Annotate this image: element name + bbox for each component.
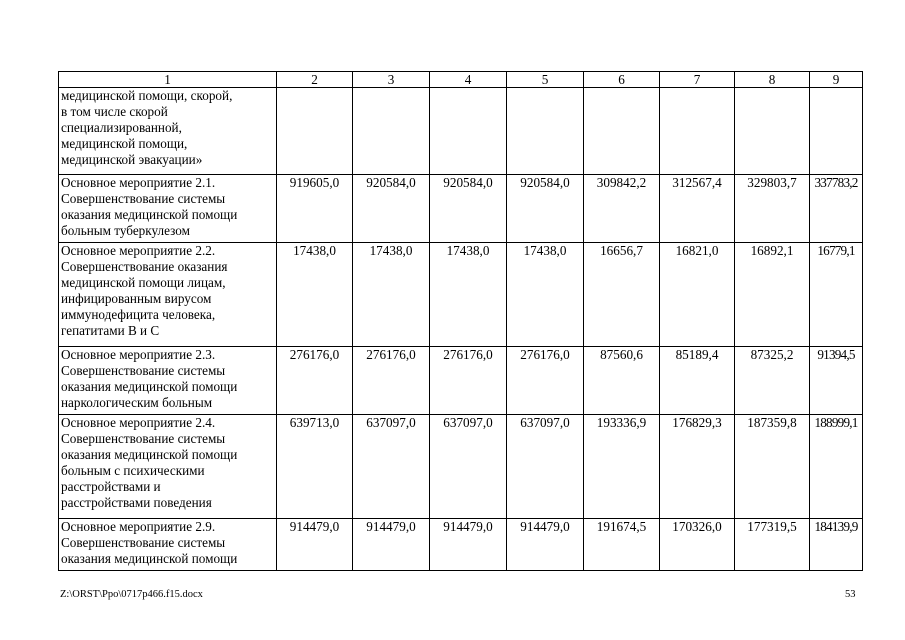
value-cell-col-7: 85189,4: [660, 347, 735, 415]
value-cell-col-6: 309842,2: [584, 175, 660, 243]
value-cell-col-5: 920584,0: [507, 175, 584, 243]
row-description: [59, 415, 277, 519]
table-row: [59, 88, 863, 175]
table-row: [59, 243, 863, 347]
value-cell-col-9: 188999,1: [810, 415, 863, 519]
description-line: медицинской эвакуации»: [61, 152, 203, 167]
header-cell-col-1: 1: [59, 72, 277, 88]
description-line: Основное мероприятие 2.3.: [61, 347, 216, 362]
header-cell-col-3: 3: [353, 72, 430, 88]
value-cell-col-8: 329803,7: [735, 175, 810, 243]
header-cell-col-4: 4: [430, 72, 507, 88]
description-line: больным с психическими: [61, 463, 205, 478]
header-cell-col-7: 7: [660, 72, 735, 88]
value-cell-col-6: [584, 88, 660, 175]
description-line: больным туберкулезом: [61, 223, 190, 238]
value-cell-col-3: 637097,0: [353, 415, 430, 519]
value-cell-col-4: [430, 88, 507, 175]
value-cell-col-7: [660, 88, 735, 175]
value-cell-col-3: 920584,0: [353, 175, 430, 243]
header-cell-col-9: 9: [810, 72, 863, 88]
table-row: [59, 175, 863, 243]
description-line: Основное мероприятие 2.1.: [61, 175, 216, 190]
description-line: Совершенствование оказания: [61, 259, 228, 274]
value-cell-col-4: 920584,0: [430, 175, 507, 243]
table-row: [59, 347, 863, 415]
value-cell-col-7: 312567,4: [660, 175, 735, 243]
description-line: медицинской помощи,: [61, 136, 188, 151]
value-cell-col-2: 919605,0: [277, 175, 353, 243]
value-cell-col-6: 16656,7: [584, 243, 660, 347]
header-cell-col-2: 2: [277, 72, 353, 88]
value-cell-col-8: 177319,5: [735, 519, 810, 571]
value-cell-col-5: 17438,0: [507, 243, 584, 347]
value-cell-col-7: 176829,3: [660, 415, 735, 519]
description-line: расстройствами поведения: [61, 495, 212, 510]
value-cell-col-9: [810, 88, 863, 175]
table-row: [59, 519, 863, 571]
row-description: [59, 519, 277, 571]
footer-file-path: Z:\ORST\Ppo\0717p466.f15.docx: [60, 589, 203, 600]
description-line: специализированной,: [61, 120, 182, 135]
value-cell-col-5: [507, 88, 584, 175]
description-line: медицинской помощи лицам,: [61, 275, 226, 290]
value-cell-col-3: 17438,0: [353, 243, 430, 347]
row-description: [59, 175, 277, 243]
description-line: в том числе скорой: [61, 104, 168, 119]
header-cell-col-8: 8: [735, 72, 810, 88]
table-header-row: [59, 72, 863, 88]
value-cell-col-3: 276176,0: [353, 347, 430, 415]
value-cell-col-6: 193336,9: [584, 415, 660, 519]
value-cell-col-8: 187359,8: [735, 415, 810, 519]
table-body: [59, 72, 863, 571]
value-cell-col-4: 914479,0: [430, 519, 507, 571]
value-cell-col-9: 16779,1: [810, 243, 863, 347]
value-cell-col-8: [735, 88, 810, 175]
header-cell-col-6: 6: [584, 72, 660, 88]
value-cell-col-3: 914479,0: [353, 519, 430, 571]
value-cell-col-2: [277, 88, 353, 175]
value-cell-col-5: 914479,0: [507, 519, 584, 571]
description-line: Основное мероприятие 2.2.: [61, 243, 216, 258]
value-cell-col-2: 914479,0: [277, 519, 353, 571]
value-cell-col-2: 17438,0: [277, 243, 353, 347]
value-cell-col-9: 337783,2: [810, 175, 863, 243]
value-cell-col-2: 276176,0: [277, 347, 353, 415]
description-line: расстройствами и: [61, 479, 161, 494]
description-line: гепатитами В и С: [61, 323, 160, 338]
value-cell-col-7: 170326,0: [660, 519, 735, 571]
value-cell-col-8: 87325,2: [735, 347, 810, 415]
header-cell-col-5: 5: [507, 72, 584, 88]
description-line: оказания медицинской помощи: [61, 447, 238, 462]
value-cell-col-6: 191674,5: [584, 519, 660, 571]
value-cell-col-4: 276176,0: [430, 347, 507, 415]
description-line: инфицированным вирусом: [61, 291, 212, 306]
description-line: иммунодефицита человека,: [61, 307, 216, 322]
description-line: Основное мероприятие 2.4.: [61, 415, 216, 430]
description-line: наркологическим больным: [61, 395, 213, 410]
value-cell-col-4: 637097,0: [430, 415, 507, 519]
value-cell-col-9: 184139,9: [810, 519, 863, 571]
footer-page-number: 53: [845, 589, 856, 600]
value-cell-col-2: 639713,0: [277, 415, 353, 519]
description-line: Основное мероприятие 2.9.: [61, 519, 216, 534]
value-cell-col-5: 637097,0: [507, 415, 584, 519]
table-row: [59, 415, 863, 519]
description-line: медицинской помощи, скорой,: [61, 88, 233, 103]
description-line: оказания медицинской помощи: [61, 551, 238, 566]
row-description: [59, 243, 277, 347]
description-line: Совершенствование системы: [61, 191, 226, 206]
description-line: Совершенствование системы: [61, 431, 226, 446]
description-line: оказания медицинской помощи: [61, 207, 238, 222]
value-cell-col-8: 16892,1: [735, 243, 810, 347]
row-description: [59, 88, 277, 175]
value-cell-col-9: 91394,5: [810, 347, 863, 415]
value-cell-col-5: 276176,0: [507, 347, 584, 415]
row-description: [59, 347, 277, 415]
value-cell-col-3: [353, 88, 430, 175]
value-cell-col-6: 87560,6: [584, 347, 660, 415]
description-line: Совершенствование системы: [61, 535, 226, 550]
description-line: оказания медицинской помощи: [61, 379, 238, 394]
data-table: [58, 71, 863, 571]
value-cell-col-4: 17438,0: [430, 243, 507, 347]
value-cell-col-7: 16821,0: [660, 243, 735, 347]
description-line: Совершенствование системы: [61, 363, 226, 378]
